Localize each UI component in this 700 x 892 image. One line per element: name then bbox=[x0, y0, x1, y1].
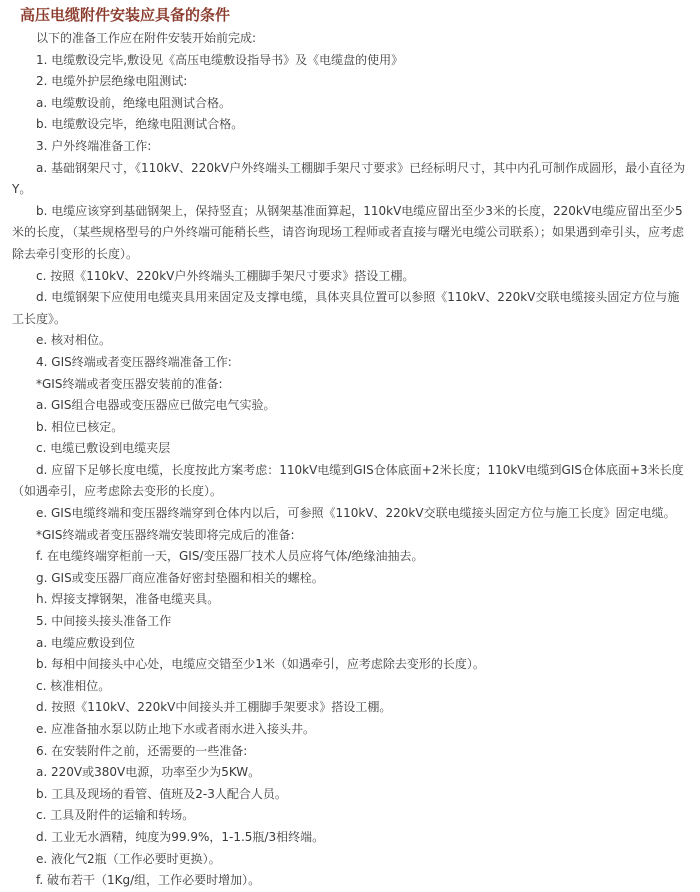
paragraph: e. GIS电缆终端和变压器终端穿到仓体内以后，可参照《110kV、220kV交联电缆接头固定方位与施工长度》固定电缆。 bbox=[36, 506, 676, 521]
paragraph: e. 核对相位。 bbox=[36, 333, 112, 348]
paragraph: 1. 电缆敷设完毕,敷设见《高压电缆敷设指导书》及《电缆盘的使用》 bbox=[36, 52, 404, 67]
paragraph: *GIS终端或者变压器安装前的准备: bbox=[36, 376, 223, 391]
paragraph: e. 应准备抽水泵以防止地下水或者雨水进入接头井。 bbox=[36, 722, 316, 736]
paragraph: b. 每相中间接头中心处，电缆应交错至少1米（如遇牵引，应考虑除去变形的长度）。 bbox=[36, 657, 485, 672]
paragraph: 3. 户外终端准备工作: bbox=[36, 138, 152, 153]
paragraph: 2. 电缆外护层绝缘电阻测试: bbox=[36, 74, 188, 89]
paragraph: 6. 在安装附件之前，还需要的一些准备: bbox=[36, 743, 248, 758]
paragraph: c. 电缆已敷设到电缆夹层 bbox=[36, 441, 171, 456]
paragraph: d. 按照《110kV、220kV中间接头并工棚脚手架要求》搭设工棚。 bbox=[36, 700, 392, 715]
paragraph: d. 电缆钢架下应使用电缆夹具用来固定及支撑电缆，具体夹具位置可以参照《110kV、220kV交联电缆接头固定方位与施工长度》。 bbox=[12, 290, 680, 326]
paragraph: 以下的准备工作应在附件安装开始前完成: bbox=[36, 31, 257, 45]
paragraph: a. 电缆应敷设到位 bbox=[36, 635, 135, 650]
paragraph: b. 相位已核定。 bbox=[36, 419, 124, 434]
paragraph: 4. GIS终端或者变压器终端准备工作: bbox=[36, 354, 232, 369]
paragraph: e. 液化气2瓶（工作必要时更换）。 bbox=[36, 851, 221, 866]
paragraph: d. 工业无水酒精，纯度为99.9%，1-1.5瓶/3相终端。 bbox=[36, 829, 325, 844]
paragraph: 5. 中间接头接头准备工作 bbox=[36, 614, 172, 629]
paragraph: a. GIS组合电器或变压器应已做完电气实验。 bbox=[36, 398, 276, 413]
paragraph: c. 核准相位。 bbox=[36, 678, 111, 693]
paragraph: a. 220V或380V电源，功率至少为5KW。 bbox=[36, 765, 261, 780]
paragraph: a. 基础钢架尺寸，《110kV、220kV户外终端头工棚脚手架尺寸要求》已经标明尺寸，其中内孔可制作成圆形，最小直径为Y。 bbox=[12, 160, 686, 197]
paragraph: f. 破布若干（1Kg/组，工作必要时增加）。 bbox=[36, 873, 261, 888]
article-title: 高压电缆附件安装应具备的条件 bbox=[20, 6, 231, 24]
paragraph: a. 电缆敷设前，绝缘电阻测试合格。 bbox=[36, 95, 231, 110]
paragraph: b. 电缆敷设完毕，绝缘电阻测试合格。 bbox=[36, 117, 244, 132]
paragraph: c. 工具及附件的运输和转场。 bbox=[36, 808, 195, 823]
paragraph: *GIS终端或者变压器终端安装即将完成后的准备: bbox=[36, 527, 295, 542]
paragraph: g. GIS或变压器厂商应准备好密封垫圈和相关的螺栓。 bbox=[36, 570, 324, 585]
paragraph: c. 按照《110kV、220kV户外终端头工棚脚手架尺寸要求》搭设工棚。 bbox=[36, 268, 415, 283]
paragraph: f. 在电缆终端穿柜前一天，GIS/变压器厂技术人员应将气体/绝缘油抽去。 bbox=[36, 549, 424, 564]
paragraph: d. 应留下足够长度电缆，长度按此方案考虑：110kV电缆到GIS仓体底面+2米长度；110kV电缆到GIS仓体底面+3米长度（如遇牵引，应考虑除去变形的长度）。 bbox=[12, 462, 684, 499]
paragraph: b. 工具及现场的看管、值班及2-3人配合人员。 bbox=[36, 786, 287, 801]
article-body bbox=[12, 28, 686, 892]
paragraph: b. 电缆应该穿到基础钢架上，保持竖直；从钢架基准面算起，110kV电缆应留出至少3米的长度，220kV电缆应留出至少5米的长度，（某些规格型号的户外终端可能稍长些，请咨询现场工程师或者直接与曙光电缆公司联系）；如果遇到牵引头，应考虑除去牵引变形的长度）。 bbox=[12, 203, 685, 261]
paragraph: h. 焊接支撑钢架，准备电缆夹具。 bbox=[36, 592, 220, 607]
